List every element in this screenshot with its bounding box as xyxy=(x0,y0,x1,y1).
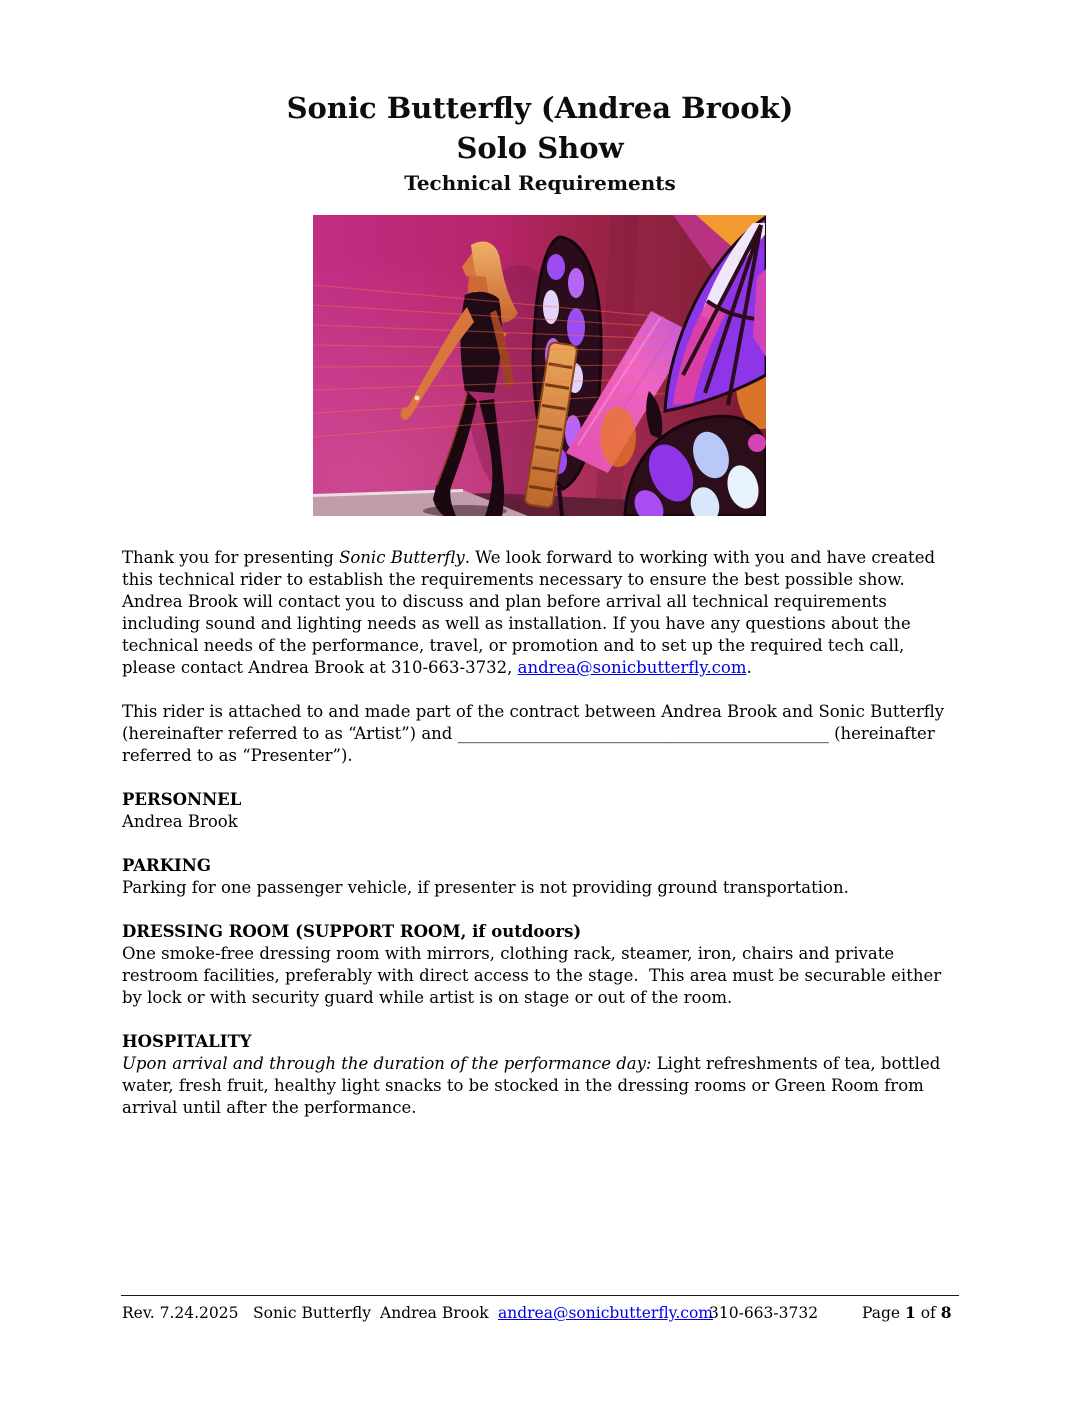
hospitality-heading: HOSPITALITY xyxy=(122,1032,252,1051)
footer-revision: Rev. 7.24.2025 xyxy=(122,1304,239,1322)
footer-divider xyxy=(121,1295,959,1296)
email-link[interactable]: andrea@sonicbutterfly.com xyxy=(517,658,747,677)
footer-phone: 310-663-3732 xyxy=(709,1304,819,1322)
footer-artist: Andrea Brook xyxy=(380,1304,489,1322)
section-parking xyxy=(122,855,958,899)
title-line-2: Solo Show xyxy=(456,131,624,165)
dressing-room-heading: DRESSING ROOM (SUPPORT ROOM, if outdoors) xyxy=(122,922,582,941)
presenter-blank-line: _____________________________________________ xyxy=(457,724,829,743)
hospitality-text: Light refreshments of tea, bottled water, fresh fruit, healthy light snacks to be stocked in the dressing rooms or Green Room from arrival until after the performance. xyxy=(122,1054,946,1117)
document-title xyxy=(0,88,1080,168)
dressing-room-body: One smoke-free dressing room with mirrors, clothing rack, steamer, iron, chairs and private restroom facilities, preferably with direct access to the stage. This area must be securable either by lock or with security guard while artist is on stage or out of the room. xyxy=(122,944,947,1007)
personnel-body: Andrea Brook xyxy=(122,812,238,831)
contract-paragraph xyxy=(122,701,958,767)
footer-email-link[interactable]: andrea@sonicbutterfly.com xyxy=(498,1304,713,1322)
document-subtitle: Technical Requirements xyxy=(404,171,676,195)
page-footer xyxy=(122,1302,958,1326)
intro-text-end: . xyxy=(746,658,752,677)
title-line-1: Sonic Butterfly (Andrea Brook) xyxy=(286,91,794,125)
intro-paragraph xyxy=(122,547,958,679)
footer-of-word: of xyxy=(915,1304,941,1322)
hero-photo-svg xyxy=(313,215,766,516)
section-dressing-room xyxy=(122,921,958,1009)
hospitality-lead-italic: Upon arrival and through the duration of the performance day: xyxy=(122,1054,652,1073)
intro-text-middle: . We look forward to working with you and have created this technical rider to establish the requirements necessary to ensure the best possible show. Andrea Brook will contact you to discuss and plan before arrival all technical requirements including sound and lighting needs as well as installation. If you have any questions about the technical needs of the performance, travel, or promotion and to set up the required tech call, please contact Andrea Brook at 310-663-3732, xyxy=(122,548,941,677)
contract-text-end: (hereinafter referred to as “Presenter”). xyxy=(122,724,940,765)
section-hospitality xyxy=(122,1031,958,1119)
section-personnel xyxy=(122,789,958,833)
show-name-italic: Sonic Butterfly xyxy=(339,548,465,567)
parking-heading: PARKING xyxy=(122,856,211,875)
footer-brand: Sonic Butterfly xyxy=(253,1304,372,1322)
contract-text-start: This rider is attached to and made part of the contract between Andrea Brook and Sonic Butterfly (hereinafter referred to as “Artist”) and xyxy=(122,702,950,743)
personnel-heading: PERSONNEL xyxy=(122,790,242,809)
footer-page-word: Page xyxy=(862,1304,905,1322)
footer-page-total: 8 xyxy=(940,1303,952,1322)
hero-image xyxy=(313,215,766,516)
parking-body: Parking for one passenger vehicle, if presenter is not providing ground transportation. xyxy=(122,878,849,897)
footer-page-number: 1 xyxy=(905,1303,916,1322)
intro-text-start: Thank you for presenting xyxy=(122,548,340,567)
document-body xyxy=(122,547,958,1119)
hospitality-body xyxy=(122,1053,958,1119)
footer-page-indicator xyxy=(862,1302,952,1324)
